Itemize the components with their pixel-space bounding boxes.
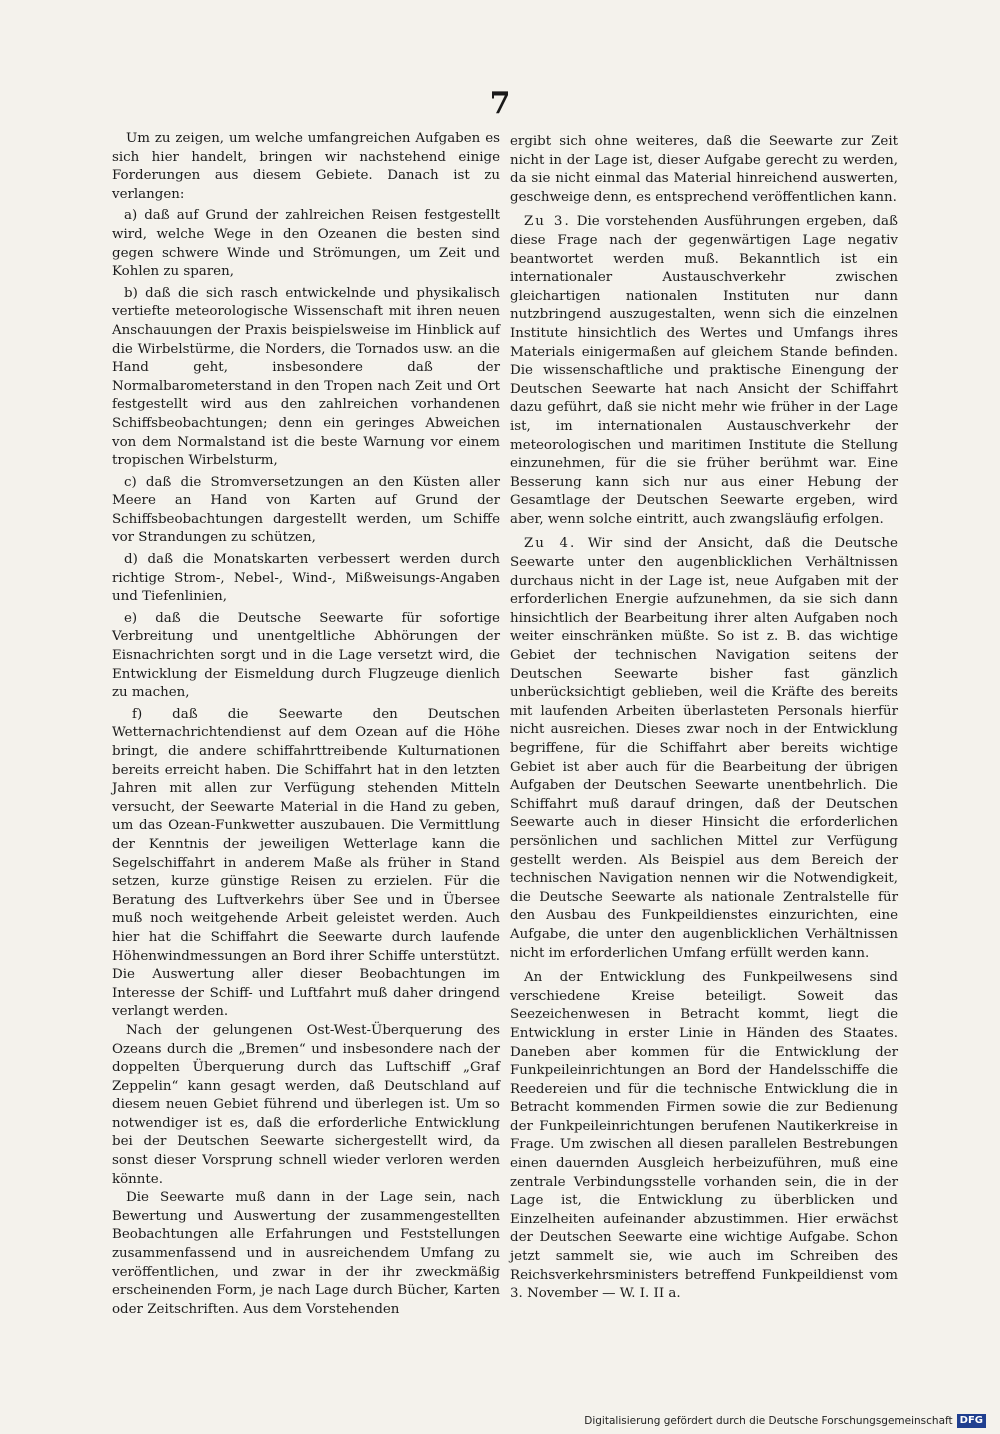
- dfg-logo: DFG: [957, 1414, 986, 1428]
- list-item-d: d) daß die Monatskarten verbessert werden durch richtige Strom-, Nebel-, Wind-, Mißweisungs-Angaben und Tiefenlinien,: [112, 552, 500, 605]
- footer-text: Digitalisierung gefördert durch die Deutsche Forschungsgemeinschaft: [584, 1415, 953, 1427]
- section-text-zu-3: Die vorstehenden Ausführungen ergeben, daß diese Frage nach der gegenwärtigen Lage negativ beantwortet werden muß. Bekanntlich ist ein internationaler Austauschverkehr zwischen gleichartigen nationalen Instituten nur dann nutzbringend auszugestalten, wenn sich die einzelnen Institute hinsichtlich des Wertes und Umfangs ihres Materials einigermaßen auf gleichem Stande befinden. Die wissenschaftliche und praktische Einengung der Deutschen Seewarte hat nach Ansicht der Schiffahrt dazu geführt, daß sie nicht mehr wie früher in der Lage ist, im internationalen Austauschverkehr der meteorologischen und maritimen Institute die Stellung einzunehmen, für die sie früher berühmt war. Eine Besserung kann sich nur aus einer Hebung der Gesamtlage der Deutschen Seewarte ergeben, wird aber, wenn solche eintritt, auch zwangsläufig erfolgen.: [510, 214, 898, 527]
- list-item-e: e) daß die Deutsche Seewarte für sofortige Verbreitung und unentgeltliche Abhörungen der Eisnachrichten sorgt und in die Lage versetzt wird, die Entwicklung der Eismeldung durch Flugzeuge dienlich zu machen,: [112, 610, 500, 701]
- section-label-zu-3: Zu 3.: [524, 214, 571, 230]
- left-column: [112, 130, 500, 1319]
- paragraph-funkpeil: An der Entwicklung des Funkpeilwesens sind verschiedene Kreise beteiligt. Soweit das Seezeichenwesen in Betracht kommt, liegt die Entwicklung in erster Linie in Händen des Staates. Daneben aber kommen für die Entwicklung der Funkpeileinrichtungen an Bord der Handelsschiffe die Reedereien und für die technische Entwicklung die in Betracht kommenden Firmen sowie die zur Bedienung der Funkpeileinrichtungen berufenen Nautikerkreise in Frage. Um zwischen all diesen parallelen Bestrebungen einen dauernden Ausgleich herbeizuführen, muß eine zentrale Verbindungsstelle vorhanden sein, die in der Lage ist, die Entwicklung zu überblicken und Einzelheiten aufeinander abzustimmen. Hier erwächst der Deutschen Seewarte eine wichtige Aufgabe. Schon jetzt sammelt sie, wie auch im Schreiben des Reichsverkehrsministers betreffend Funkpeildienst vom 3. November — W. I. II a.: [510, 970, 898, 1302]
- list-item-a: a) daß auf Grund der zahlreichen Reisen festgestellt wird, welche Wege in den Ozeanen die besten sind gegen schwere Winde und Strömungen, um Zeit und Kohlen zu sparen,: [112, 208, 500, 280]
- section-label-zu-4: Zu 4.: [524, 536, 577, 552]
- list-item-f: f) daß die Seewarte den Deutschen Wetternachrichtendienst auf dem Ozean auf die Höhe bringt, die andere schiffahrttreibende Kulturnationen bereits erreicht haben. Die Schiffahrt hat in den letzten Jahren mit allen zur Verfügung stehenden Mitteln versucht, der Seewarte Material in die Hand zu geben, um das Ozean-Funkwetter auszubauen. Die Vermittlung der Kenntnis der jeweiligen Wetterlage kann die Segelschiffahrt in anderem Maße als früher in Stand setzen, kurze günstige Reisen zu erzielen. Für die Beratung des Luftverkehrs über See und in Übersee muß noch weitgehende Arbeit geleistet werden. Auch hier hat die Schiffahrt die Seewarte durch laufende Höhenwindmessungen an Bord ihrer Schiffe unterstützt. Die Auswertung aller dieser Beobachtungen im Interesse der Schiff- und Luftfahrt muß daher dringend verlangt werden.: [112, 706, 500, 1020]
- section-zu-3: [510, 213, 898, 529]
- intro-paragraph: Um zu zeigen, um welche umfangreichen Aufgaben es sich hier handelt, bringen wir nachstehend einige Forderungen aus diesem Gebiete. Danach ist zu verlangen:: [112, 131, 500, 202]
- paragraph-ost-west: Nach der gelungenen Ost-West-Überquerung des Ozeans durch die „Bremen“ und insbesondere nach der doppelten Überquerung durch das Luftschiff „Graf Zeppelin“ kann gesagt werden, daß Deutschland auf diesem neuen Gebiet führend und überlegen ist. Um so notwendiger ist es, daß die erforderliche Entwicklung bei der Deutschen Seewarte sichergestellt wird, da sonst dieser Vorsprung schnell wieder verloren werden könnte.: [112, 1022, 500, 1187]
- continuation-paragraph: ergibt sich ohne weiteres, daß die Seewarte zur Zeit nicht in der Lage ist, dieser Aufgabe gerecht zu werden, da sie nicht einmal das Material hinreichend auswerten, geschweige denn, es entsprechend veröffentlichen kann.: [510, 134, 898, 205]
- section-zu-4: [510, 535, 898, 963]
- section-text-zu-4: Wir sind der Ansicht, daß die Deutsche Seewarte unter den augenblicklichen Verhältnissen durchaus nicht in der Lage ist, neue Aufgaben mit der erforderlichen Energie aufzunehmen, da sie sich dann hinsichtlich der Bearbeitung ihrer alten Aufgaben noch weiter einschränken müßte. So ist z. B. das wichtige Gebiet der technischen Navigation seitens der Deutschen Seewarte bisher fast gänzlich unberücksichtigt geblieben, weil die Kräfte des bereits mit laufenden Arbeiten überlasteten Personals hierfür nicht ausreichen. Dieses zwar noch in der Entwicklung begriffene, für die Schiffahrt aber bereits wichtige Gebiet ist aber auch für die Bearbeitung der übrigen Aufgaben der Deutschen Seewarte unentbehrlich. Die Schiffahrt muß darauf dringen, daß der Deutschen Seewarte auch in dieser Hinsicht die erforderlichen persönlichen und sachlichen Mittel zur Verfügung gestellt werden. Als Beispiel aus dem Bereich der technischen Navigation nennen wir die Notwendigkeit, die Deutsche Seewarte als nationale Zentralstelle für den Ausbau des Funkpeildienstes einzurichten, eine Aufgabe, die unter den augenblicklichen Verhältnissen nicht im erforderlichen Umfang erfüllt werden kann.: [510, 536, 898, 961]
- paragraph-seewarte: Die Seewarte muß dann in der Lage sein, nach Bewertung und Auswertung der zusammengestellten Beobachtungen alle Erfahrungen und Feststellungen zusammenfassend und in ausreichendem Umfang zu veröffentlichen, und zwar in der ihr zweckmäßig erscheinenden Form, je nach Lage durch Bücher, Karten oder Zeitschriften. Aus dem Vorstehenden: [112, 1190, 500, 1317]
- list-item-c: c) daß die Stromversetzungen an den Küsten aller Meere an Hand von Karten auf Grund der Schiffsbeobachtungen dargestellt werden, um Schiffe vor Strandungen zu schützen,: [112, 474, 500, 546]
- list-item-b: b) daß die sich rasch entwickelnde und physikalisch vertiefte meteorologische Wissenschaft mit ihren neuen Anschauungen der Praxis beispielsweise im Hinblick auf die Wirbelstürme, die Norders, die Tornados usw. an die Hand geht, insbesondere daß der Normalbarometerstand in den Tropen nach Zeit und Ort festgestellt wird aus den zahlreichen vorhandenen Schiffsbeobachtungen; denn ein geringes Abweichen von dem Normalstand ist die beste Warnung vor einem tropischen Wirbelsturm,: [112, 285, 500, 469]
- page-number: 7: [489, 86, 511, 121]
- footer: [584, 1414, 986, 1428]
- right-column: [510, 133, 898, 1304]
